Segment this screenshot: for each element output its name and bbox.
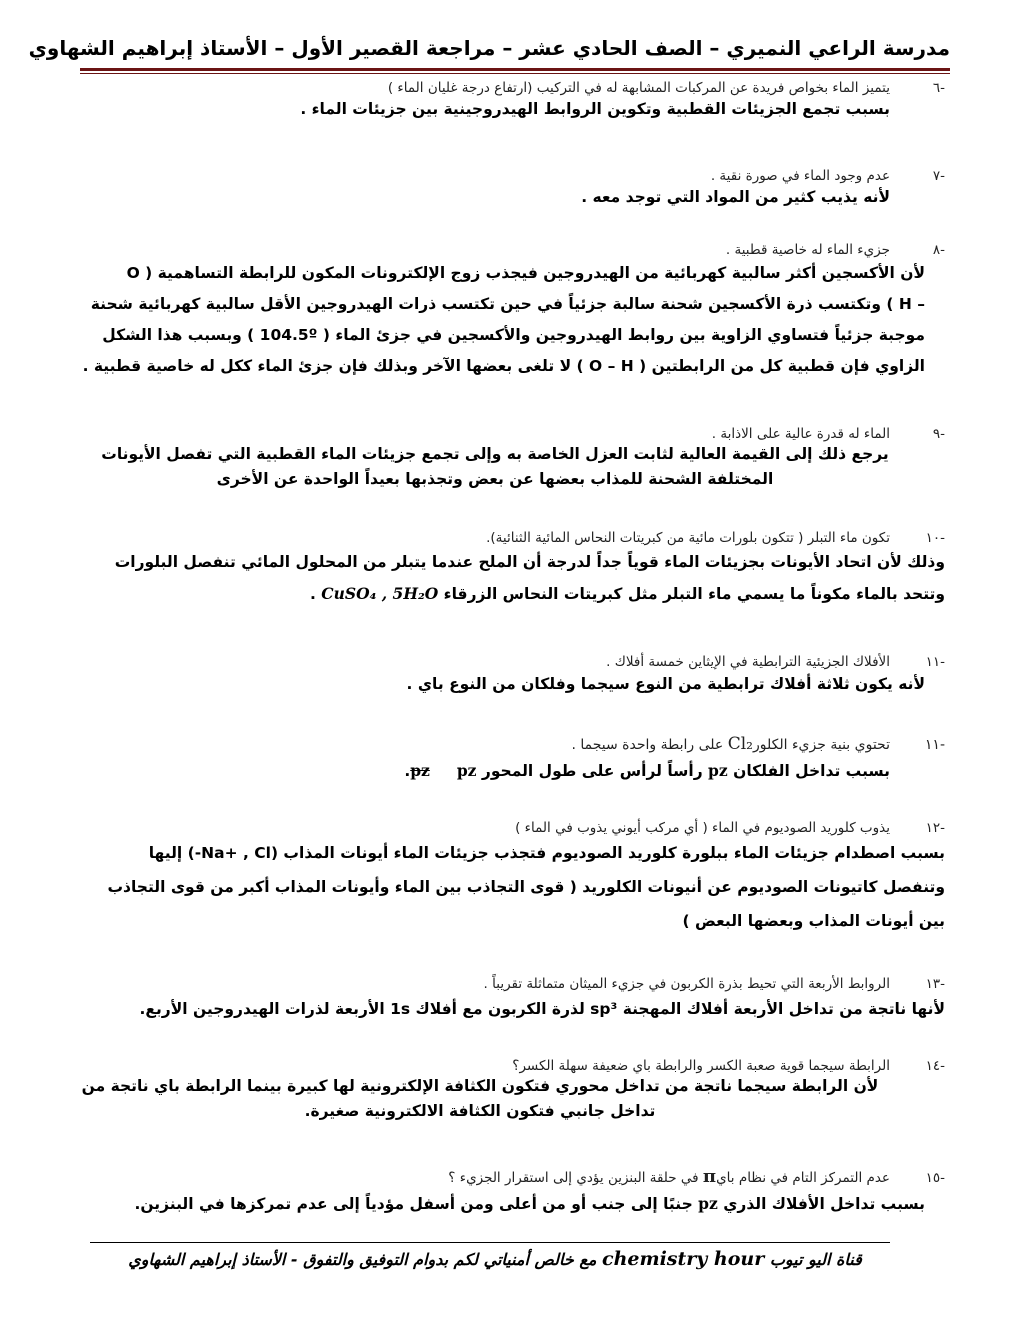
page-title: مدرسة الراعي النميري – الصف الحادي عشر – مراجعة القصير الأول – الأستاذ إبراهيم الشهاوي <box>28 36 950 60</box>
chemical-formula: Cl₂ <box>727 734 753 754</box>
question-item <box>15 1058 945 1124</box>
answer-text <box>15 258 945 382</box>
question-item <box>45 80 945 122</box>
orbital-symbol: pz <box>456 761 477 780</box>
question-item <box>45 734 945 788</box>
question-text: الماء له قدرة عالية على الاذابة . <box>711 426 890 442</box>
answer-line: موجبة جزئياً فتساوي الزاوية بين روابط الهيدروجين والأكسجين في جزئ الماء ( 104.5º ) وبسبب هذا الشكل <box>102 326 925 344</box>
question-text: الأفلاك الجزيئية الترابطية في الإيثاين خمسة أفلاك . <box>606 654 890 670</box>
question-number: -٩ <box>932 426 945 442</box>
question-number: -١٤ <box>925 1058 945 1074</box>
answer-line: تداخل جانبي فتكون الكثافة الالكترونية صغيرة. <box>304 1102 656 1120</box>
answer-line: – H ) وتكتسب ذرة الأكسجين شحنة سالبة جزئياً في حين تكتسب ذرات الهيدروجين الأقل سالبية كهربائية شحنة <box>90 295 925 313</box>
answer-line: وتتحد بالماء مكوناً ما يسمي ماء التبلر مثل كبريتات النحاس الزرقاء <box>443 585 945 603</box>
question-text: يتميز الماء بخواص فريدة عن المركبات المشابهة له في التركيب (ارتفاع درجة غليان الماء ) <box>387 80 890 96</box>
answer-text: بسبب تداخل الفلكان pz رأساً لرأس على طول المحور pz pz. <box>404 761 890 780</box>
question-text: عدم التمركز التام في نظام باي <box>716 1170 890 1186</box>
question-number: -٧ <box>932 168 945 184</box>
question-number: -٦ <box>932 80 945 96</box>
question-text: يذوب كلوريد الصوديوم في الماء ( أي مركب أيوني يذوب في الماء ) <box>515 820 890 836</box>
channel-name: chemistry hour <box>602 1248 765 1270</box>
question-number: -٨ <box>932 242 945 258</box>
question-number: -١٠ <box>925 530 945 546</box>
question-item <box>45 426 945 492</box>
question-item <box>45 168 945 210</box>
answer-text: لأنه يذيب كثير من المواد التي توجد معه . <box>581 188 890 206</box>
answer-line: الزاوي فإن قطبية كل من الرابطتين ( O – H ) لا تلغى بعضها الآخر وبذلك فإن جزئ الماء ككل له خاصية قطبية . <box>82 357 925 375</box>
orbital-symbol-struck: pz <box>410 761 430 780</box>
answer-line: بين أيونات المذاب وبعضها البعض ) <box>682 912 945 930</box>
orbital-symbol: pz <box>708 761 728 780</box>
chemical-formula: CuSO₄ , 5H₂O <box>321 584 439 603</box>
answer-text <box>45 442 945 492</box>
question-item <box>15 530 945 610</box>
question-item <box>35 976 945 1026</box>
answer-text: بسبب تجمع الجزيئات القطبية وتكوين الروابط الهيدروجينية بين جزيئات الماء . <box>300 100 890 118</box>
question-item <box>15 242 945 382</box>
pi-symbol: π <box>702 1166 717 1187</box>
footer-prefix: قناة اليو تيوب <box>769 1250 862 1269</box>
answer-text: وذلك لأن اتحاد الأيونات بجزيئات الماء قوياً جداً لدرجة أن الملح عندما يتبلر من المحلول المائي تنفصل البلورات وتتحد بالماء مكوناً ما يسمي ماء التبلر مثل كبريتات النحاس الزرقاء CuSO₄ , 5H₂O . <box>15 546 945 610</box>
answer-line: وتنفصل كاتيونات الصوديوم عن أنيونات الكلوريد ( قوى التجاذب بين الماء وأيونات المذاب أكبر من قوى التجاذب <box>107 878 945 896</box>
answer-text <box>15 836 945 938</box>
question-text: الرابطة سيجما قوية صعبة الكسر والرابطة باي ضعيفة سهلة الكسر؟ <box>512 1058 890 1074</box>
answer-text: لأنها ناتجة من تداخل الأربعة أفلاك المهجنة sp³ لذرة الكربون مع أفلاك 1s الأربعة لذرات الهيدروجين الأربع. <box>139 1000 945 1018</box>
answer-part: بسبب تداخل الأفلاك الذري <box>723 1195 925 1213</box>
footer-divider <box>90 1242 890 1243</box>
question-number: -١١ <box>925 654 945 670</box>
header-divider-thin <box>80 73 950 74</box>
question-text: في حلقة البنزين يؤدي إلى استقرار الجزيء ؟ <box>448 1170 699 1186</box>
question-text: تكون ماء التبلر ( تتكون بلورات مائية من كبريتات النحاس المائية الثنائية). <box>486 530 890 546</box>
question-number: -١٢ <box>925 820 945 836</box>
answer-part: بسبب تداخل الفلكان <box>733 762 890 780</box>
answer-line: يرجع ذلك إلى القيمة العالية لثابت العزل الخاصة به وإلى تجمع جزيئات الماء القطبية التي تفصل الأيونات <box>101 445 889 463</box>
question-item <box>15 820 945 938</box>
answer-part: جنبًا إلى جنب أو من أعلى ومن أسفل مؤدياً إلى عدم تمركزها في البنزين. <box>134 1195 693 1213</box>
question-text: عدم وجود الماء في صورة نقية . <box>710 168 890 184</box>
question-text: الروابط الأربعة التي تحيط بذرة الكربون في جزيء الميثان متماثلة تقريباً . <box>483 976 890 992</box>
footer-suffix: مع خالص أمنياتي لكم بدوام التوفيق والتفوق - الأستاذ إبراهيم الشهاوي <box>128 1250 597 1269</box>
answer-line: وذلك لأن اتحاد الأيونات بجزيئات الماء قوياً جداً لدرجة أن الملح عندما يتبلر من المحلول المائي تنفصل البلورات <box>114 553 945 571</box>
answer-line: لأن الأكسجين أكثر سالبية كهربائية من الهيدروجين فيجذب زوج الإلكترونات المكون للرابطة التساهمية ( O <box>126 264 925 282</box>
question-number: -١٣ <box>925 976 945 992</box>
question-text: على رابطة واحدة سيجما . <box>571 737 724 753</box>
question-text: تحتوي بنية جزيء الكلور <box>753 737 890 753</box>
question-item <box>45 654 945 698</box>
question-item <box>15 1166 945 1221</box>
answer-part: رأساً لرأس على طول المحور <box>481 762 703 780</box>
answer-line: المختلفة الشحنة للمذاب بعضها عن بعض وتجذبها بعيداً الواحدة عن الأخرى <box>216 470 774 488</box>
footer <box>115 1248 875 1270</box>
question-number: -١٥ <box>925 1170 945 1186</box>
answer-line: بسبب اصطدام جزيئات الماء ببلورة كلوريد الصوديوم فتجذب جزيئات الماء أيونات المذاب (Na+ , Cl-) إليها <box>148 844 945 862</box>
orbital-symbol: pz <box>698 1194 718 1213</box>
answer-text <box>15 1187 945 1221</box>
answer-text: لأنه يكون ثلاثة أفلاك ترابطية من النوع سيجما وفلكان من النوع باي . <box>406 675 925 693</box>
header-divider <box>80 68 950 71</box>
question-text: جزيء الماء له خاصية قطبية . <box>725 242 890 258</box>
answer-text <box>15 1074 945 1124</box>
question-number: -١١ <box>924 737 945 753</box>
answer-line: لأن الرابطة سيجما ناتجة من تداخل محوري فتكون الكثافة الإلكترونية لها كبيرة بينما الرابطة باي ناتجة من <box>81 1077 879 1095</box>
